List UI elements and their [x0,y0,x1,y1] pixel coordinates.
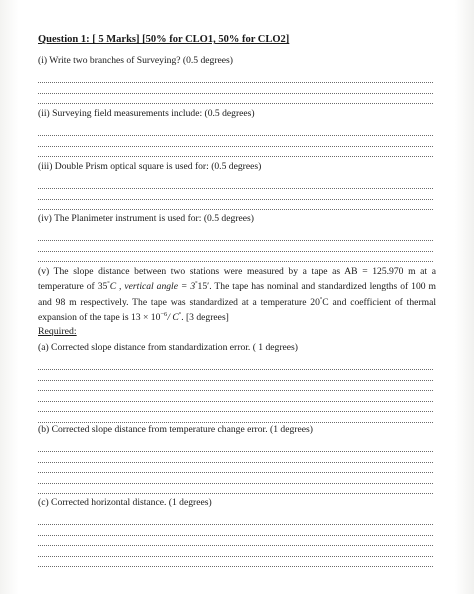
answer-line[interactable] [38,473,433,484]
question-i [38,55,433,104]
question-text: (i) Write two branches of Surveying? (0.5 degrees) [38,55,233,66]
exponent: −6 [160,311,168,319]
question-iii [38,161,433,210]
part-text: (a) Corrected slope distance from standardization error. ( 1 degrees) [38,342,298,353]
problem-text: 15′. The tape has nominal and standardized lengths of 100 m and 98 m respectively. The tape was standardized at a temperature 20 [38,281,436,308]
question-v [38,266,436,325]
unit-text: / C [167,312,179,324]
answer-line[interactable] [38,360,433,371]
question-ii [38,108,433,157]
problem-text: (v) The slope distance between two stations were measured by a tape as AB = 125.970 m at a temperature of 35 [38,266,436,293]
answer-lines[interactable] [38,515,433,568]
answer-line[interactable] [38,147,433,158]
required-label: Required: [38,326,77,337]
answer-lines[interactable] [38,73,433,105]
problem-text: . [3 degrees] [181,312,229,324]
answer-line[interactable] [38,136,433,147]
answer-line[interactable] [38,452,433,463]
degree-symbol: ° [195,281,198,288]
required-section [38,326,77,337]
answer-line[interactable] [38,525,433,536]
question-text: (iv) The Planimeter instrument is used for: (0.5 degrees) [38,213,254,224]
answer-line[interactable] [38,83,433,94]
answer-line[interactable] [38,189,433,200]
part-c [38,497,433,567]
answer-line[interactable] [38,442,433,453]
answer-line[interactable] [38,536,433,547]
answer-line[interactable] [38,73,433,84]
degree-symbol: ° [178,312,182,319]
problem-text: C and coefficient of thermal expansion of the tape is 13 × 10 [38,296,436,324]
part-a [38,342,433,423]
answer-line[interactable] [38,370,433,381]
answer-line[interactable] [38,557,433,568]
answer-line[interactable] [38,252,433,263]
degree-symbol: ° [319,296,323,303]
answer-line[interactable] [38,241,433,252]
answer-line[interactable] [38,179,433,190]
question-text: (iii) Double Prism optical square is used for: (0.5 degrees) [38,161,262,172]
answer-line[interactable] [38,463,433,474]
problem-text: C , vertical angle = 3 [109,281,196,293]
part-b [38,424,433,494]
answer-line[interactable] [38,546,433,557]
answer-lines[interactable] [38,442,433,495]
answer-line[interactable] [38,381,433,392]
answer-line[interactable] [38,200,433,211]
question-iv [38,213,433,262]
part-text: (c) Corrected horizontal distance. (1 degrees) [38,497,212,508]
answer-line[interactable] [38,402,433,413]
question-heading: Question 1: [ 5 Marks] [50% for CLO1, 50% for CLO2] [38,34,290,45]
problem-statement [38,266,436,325]
answer-line[interactable] [38,391,433,402]
answer-lines[interactable] [38,231,433,263]
part-text: (b) Corrected slope distance from temperature change error. (1 degrees) [38,424,313,435]
answer-line[interactable] [38,412,433,423]
answer-lines[interactable] [38,126,433,158]
answer-lines[interactable] [38,360,433,423]
answer-lines[interactable] [38,179,433,211]
degree-symbol: ° [107,281,110,288]
answer-line[interactable] [38,126,433,137]
question-text: (ii) Surveying field measurements include: (0.5 degrees) [38,108,255,119]
answer-line[interactable] [38,515,433,526]
answer-line[interactable] [38,484,433,495]
answer-line[interactable] [38,231,433,242]
answer-line[interactable] [38,94,433,105]
